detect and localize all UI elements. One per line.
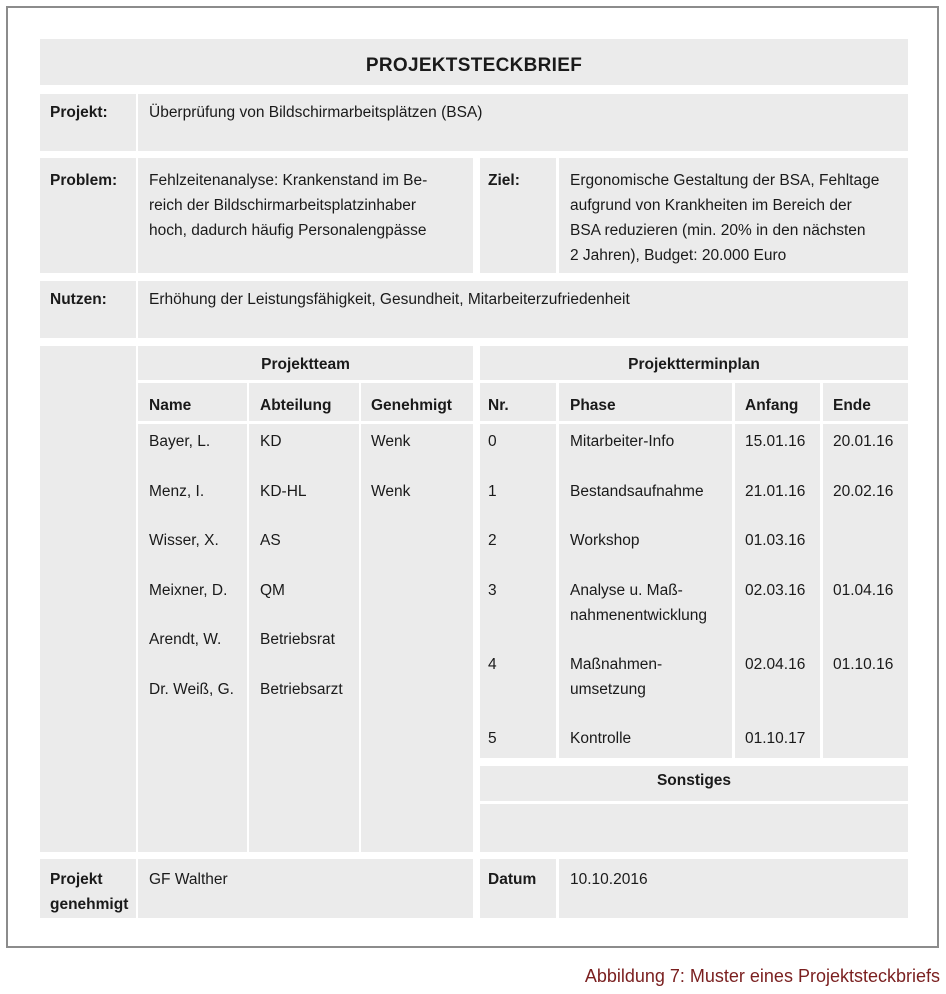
plan-row-anfang: 02.04.16	[745, 656, 806, 673]
problem-label: Problem:	[50, 172, 118, 189]
plan-row-anfang: 02.03.16	[745, 582, 806, 599]
genehmigt-label: Projekt genehmigt	[50, 871, 129, 913]
plan-row-phase: Mitarbeiter-Info	[570, 433, 675, 450]
datum-label: Datum	[488, 871, 537, 888]
team-col-genehmigt-header: Genehmigt	[371, 397, 452, 414]
plan-row-nr: 3	[488, 582, 497, 599]
plan-row-nr: 1	[488, 483, 497, 500]
figure-caption: Abbildung 7: Muster eines Projektsteckbriefs	[584, 966, 940, 986]
plan-row-phase: Kontrolle	[570, 730, 632, 747]
team-col-name-header: Name	[149, 397, 192, 414]
team-row-abteilung: KD	[260, 433, 282, 450]
ziel-label: Ziel:	[488, 172, 520, 189]
team-row-abteilung: AS	[260, 532, 281, 549]
plan-row-ende: 01.10.16	[833, 656, 894, 673]
team-row-genehmigt: Wenk	[371, 483, 411, 500]
plan-row-anfang: 01.03.16	[745, 532, 806, 549]
plan-row-phase: Maßnahmen- umsetzung	[570, 656, 663, 698]
plan-row-ende: 20.01.16	[833, 433, 894, 450]
datum-value: 10.10.2016	[570, 871, 648, 888]
ziel-value: Ergonomische Gestaltung der BSA, Fehltage aufgrund von Krankheiten im Bereich der BSA reduzieren (min. 20% in den nächsten 2 Jahren), Budget: 20.000 Euro	[570, 172, 880, 264]
team-row-name: Bayer, L.	[149, 433, 211, 450]
sonstiges-heading: Sonstiges	[656, 772, 732, 789]
team-row-abteilung: QM	[260, 582, 285, 599]
plan-row-ende: 20.02.16	[833, 483, 894, 500]
team-spacer-cell	[40, 346, 136, 852]
plan-col-phase-header: Phase	[570, 397, 616, 414]
plan-col-nr-header: Nr.	[488, 397, 509, 414]
team-row-name: Wisser, X.	[149, 532, 219, 549]
page-title: PROJEKTSTECKBRIEF	[365, 55, 583, 76]
team-row-name: Menz, I.	[149, 483, 205, 500]
plan-row-anfang: 21.01.16	[745, 483, 806, 500]
problem-value: Fehlzeitenanalyse: Krankenstand im Be- reich der Bildschirmarbeitsplatzinhaber hoch, dadurch häufig Personalengpässe	[149, 172, 428, 239]
plan-row-phase: Workshop	[570, 532, 640, 549]
team-row-genehmigt: Wenk	[371, 433, 411, 450]
team-row-abteilung: Betriebsarzt	[260, 681, 343, 698]
plan-row-phase: Analyse u. Maß- nahmenentwicklung	[570, 582, 708, 624]
projekt-label: Projekt:	[50, 104, 108, 121]
plan-row-nr: 5	[488, 730, 497, 747]
plan-row-nr: 2	[488, 532, 497, 549]
team-row-abteilung: Betriebsrat	[260, 631, 335, 648]
plan-row-anfang: 01.10.17	[745, 730, 806, 747]
projekt-value: Überprüfung von Bildschirmarbeitsplätzen (BSA)	[149, 104, 483, 121]
plan-row-nr: 0	[488, 433, 497, 450]
team-col-abteilung-header: Abteilung	[260, 397, 332, 414]
team-row-name: Dr. Weiß, G.	[149, 681, 234, 698]
plan-col-anfang-header: Anfang	[745, 397, 799, 414]
sonstiges-value-cell	[480, 804, 908, 852]
nutzen-label: Nutzen:	[50, 291, 107, 308]
genehmigt-value: GF Walther	[149, 871, 228, 888]
plan-row-phase: Bestandsaufnahme	[570, 483, 704, 500]
team-row-name: Meixner, D.	[149, 582, 228, 599]
team-heading: Projektteam	[261, 356, 350, 373]
plan-row-anfang: 15.01.16	[745, 433, 806, 450]
plan-heading: Projektterminplan	[628, 356, 760, 373]
nutzen-value: Erhöhung der Leistungsfähigkeit, Gesundheit, Mitarbeiterzufriedenheit	[149, 291, 630, 308]
team-row-name: Arendt, W.	[149, 631, 222, 648]
team-row-abteilung: KD-HL	[260, 483, 307, 500]
plan-row-ende: 01.04.16	[833, 582, 894, 599]
plan-row-nr: 4	[488, 656, 497, 673]
plan-col-ende-header: Ende	[833, 397, 871, 414]
